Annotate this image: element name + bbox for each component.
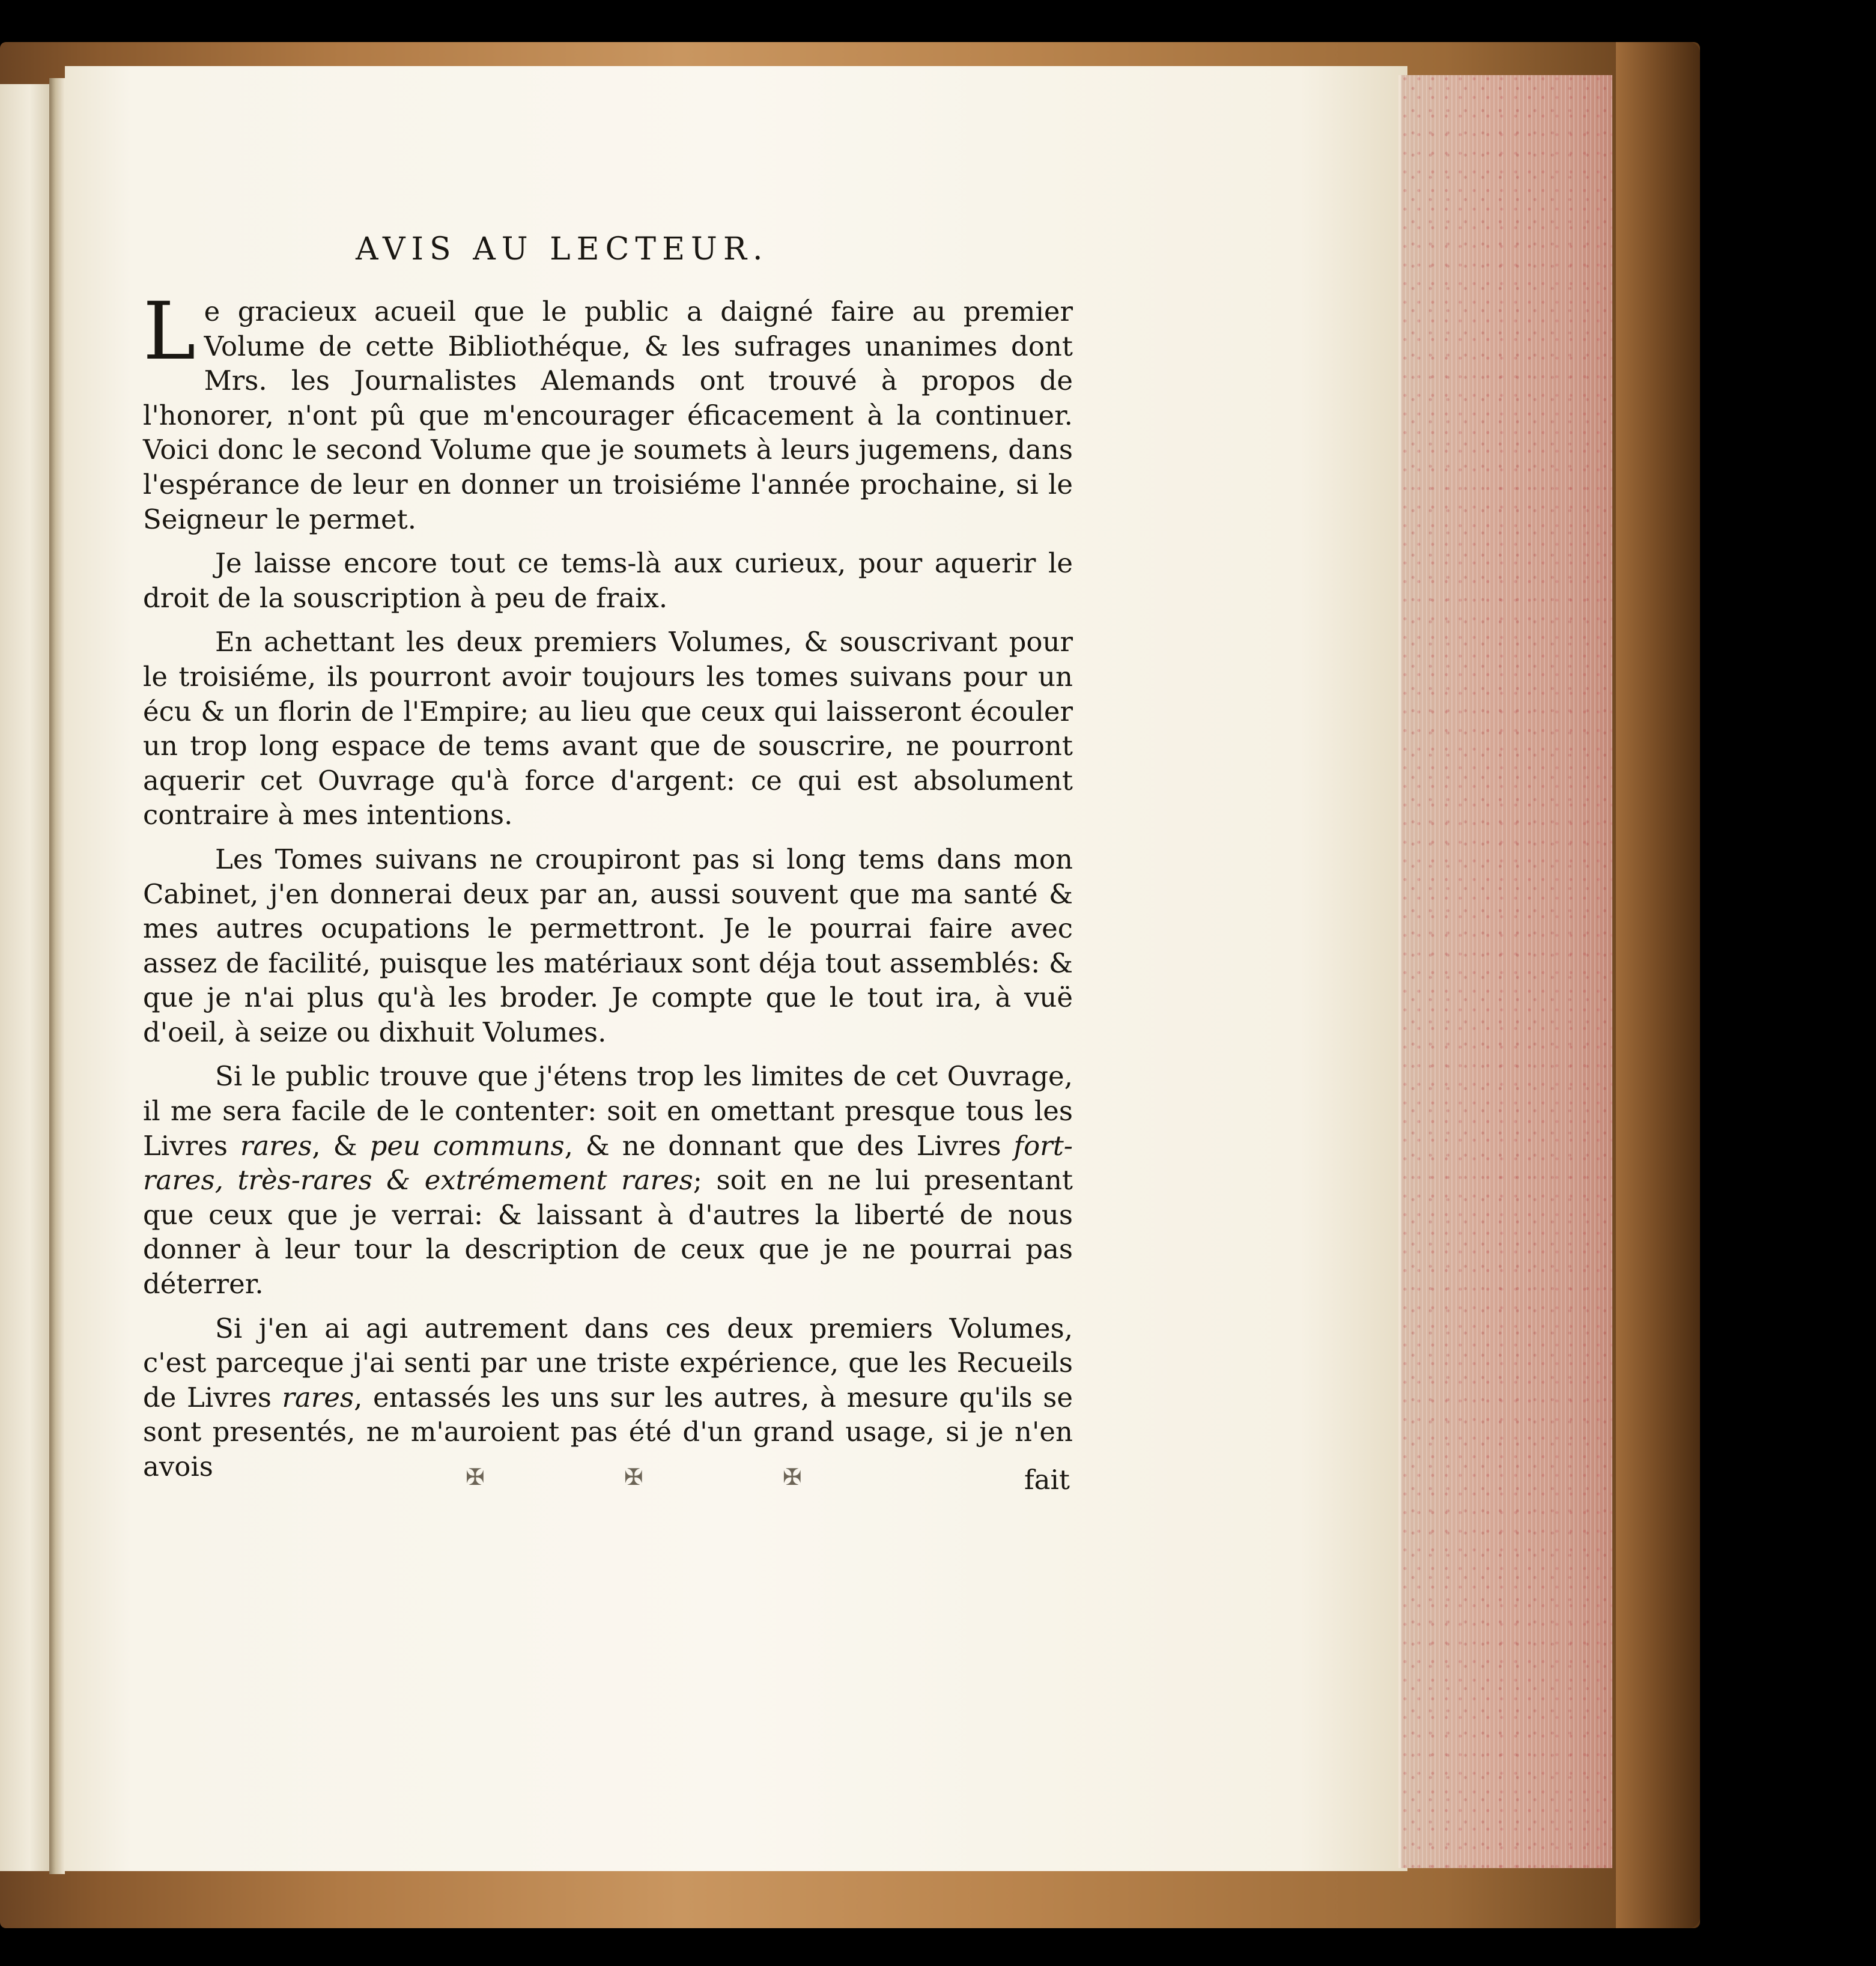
paragraph-6 bbox=[143, 1311, 1073, 1484]
paragraph-1 bbox=[143, 285, 1073, 536]
page-fore-edge bbox=[1398, 75, 1612, 1868]
paragraph-3: En achettant les deux premiers Volumes, & souscrivant pour le troisiéme, ils pourront avoir toujours les tomes suivans pour un écu & un florin de l'Empire; au lieu que ceux qui laisseront écouler un trop long espace de tems avant que de souscrire, ne pourront aquerir cet Ouvrage qu'à force d'argent: ce qui est absolument contraire à mes intentions. bbox=[143, 626, 1073, 831]
paragraph-4: Les Tomes suivans ne croupiront pas si long tems dans mon Cabinet, j'en donnerai deux par an, aussi souvent que ma santé & mes autres ocupations le permettront. Je le pourrai faire avec assez de facilité, puisque les matériaux sont déja tout assemblés: & que je n'ai plus qu'à les broder. Je compte que le tout ira, à vuë d'oeil, à seize ou dixhuit Volumes. bbox=[143, 843, 1073, 1048]
paragraph-6-text-a: Si j'en ai agi autrement dans ces deux premiers Volumes, c'est parceque j'ai senti par une triste expérience, que les Recueils de Livres bbox=[143, 1312, 1073, 1413]
binding-spine-edge bbox=[1616, 42, 1700, 1928]
paragraph-5-text-b: , & bbox=[312, 1129, 370, 1162]
left-page-edge bbox=[0, 84, 49, 1871]
paragraph-5-text-a: Si le public trouve que j'étens trop les limites de cet Ouvrage, il me sera facile de le contenter: soit en omettant presque tous les Livres bbox=[143, 1060, 1073, 1162]
catchword: fait bbox=[1024, 1464, 1070, 1496]
ornament-icon: ✠ ✠ ✠ bbox=[466, 1464, 868, 1490]
paragraph-6-text-b: , entassés les uns sur les autres, à mesure qu'ils se sont presentés, ne m'auroient pas été d'un grand usage, si je n'en avois bbox=[143, 1381, 1073, 1482]
book-gutter bbox=[49, 78, 65, 1874]
page-body-text bbox=[143, 285, 1073, 1494]
page-header-title: AVIS AU LECTEUR. bbox=[356, 231, 769, 267]
italic-rares: rares bbox=[240, 1129, 312, 1162]
paragraph-5-text-c: , & ne donnant que des Livres bbox=[564, 1129, 1014, 1162]
italic-fort-rares: fort-rares, très-rares & extrémement rares bbox=[143, 1129, 1073, 1197]
drop-cap-letter: L bbox=[143, 285, 196, 378]
paragraph-2: Je laisse encore tout ce tems-là aux curieux, pour aquerir le droit de la souscription à peu de fraix. bbox=[143, 547, 1073, 614]
italic-rares-2: rares bbox=[282, 1381, 354, 1413]
paragraph-1-text: e gracieux acueil que le public a daigné faire au premier Volume de cette Bibliothéque, & les sufrages unanimes dont Mrs. les Journalistes Alemands ont trouvé à propos de l'honorer, n'ont pû que m'encourager éficacement à la continuer. Voici donc le second Volume que je soumets à leurs jugemens, dans l'espérance de leur en donner un troisiéme l'année prochaine, si le Seigneur le permet. bbox=[143, 296, 1073, 535]
paragraph-5 bbox=[143, 1059, 1073, 1301]
paragraph-5-text-d: ; soit en ne lui presentant que ceux que je verrai: & laissant à d'autres la liberté de nous donner à leur tour la description de ceux que je ne pourrai pas déterrer. bbox=[143, 1164, 1073, 1300]
italic-peu-communs: peu communs bbox=[369, 1129, 565, 1162]
